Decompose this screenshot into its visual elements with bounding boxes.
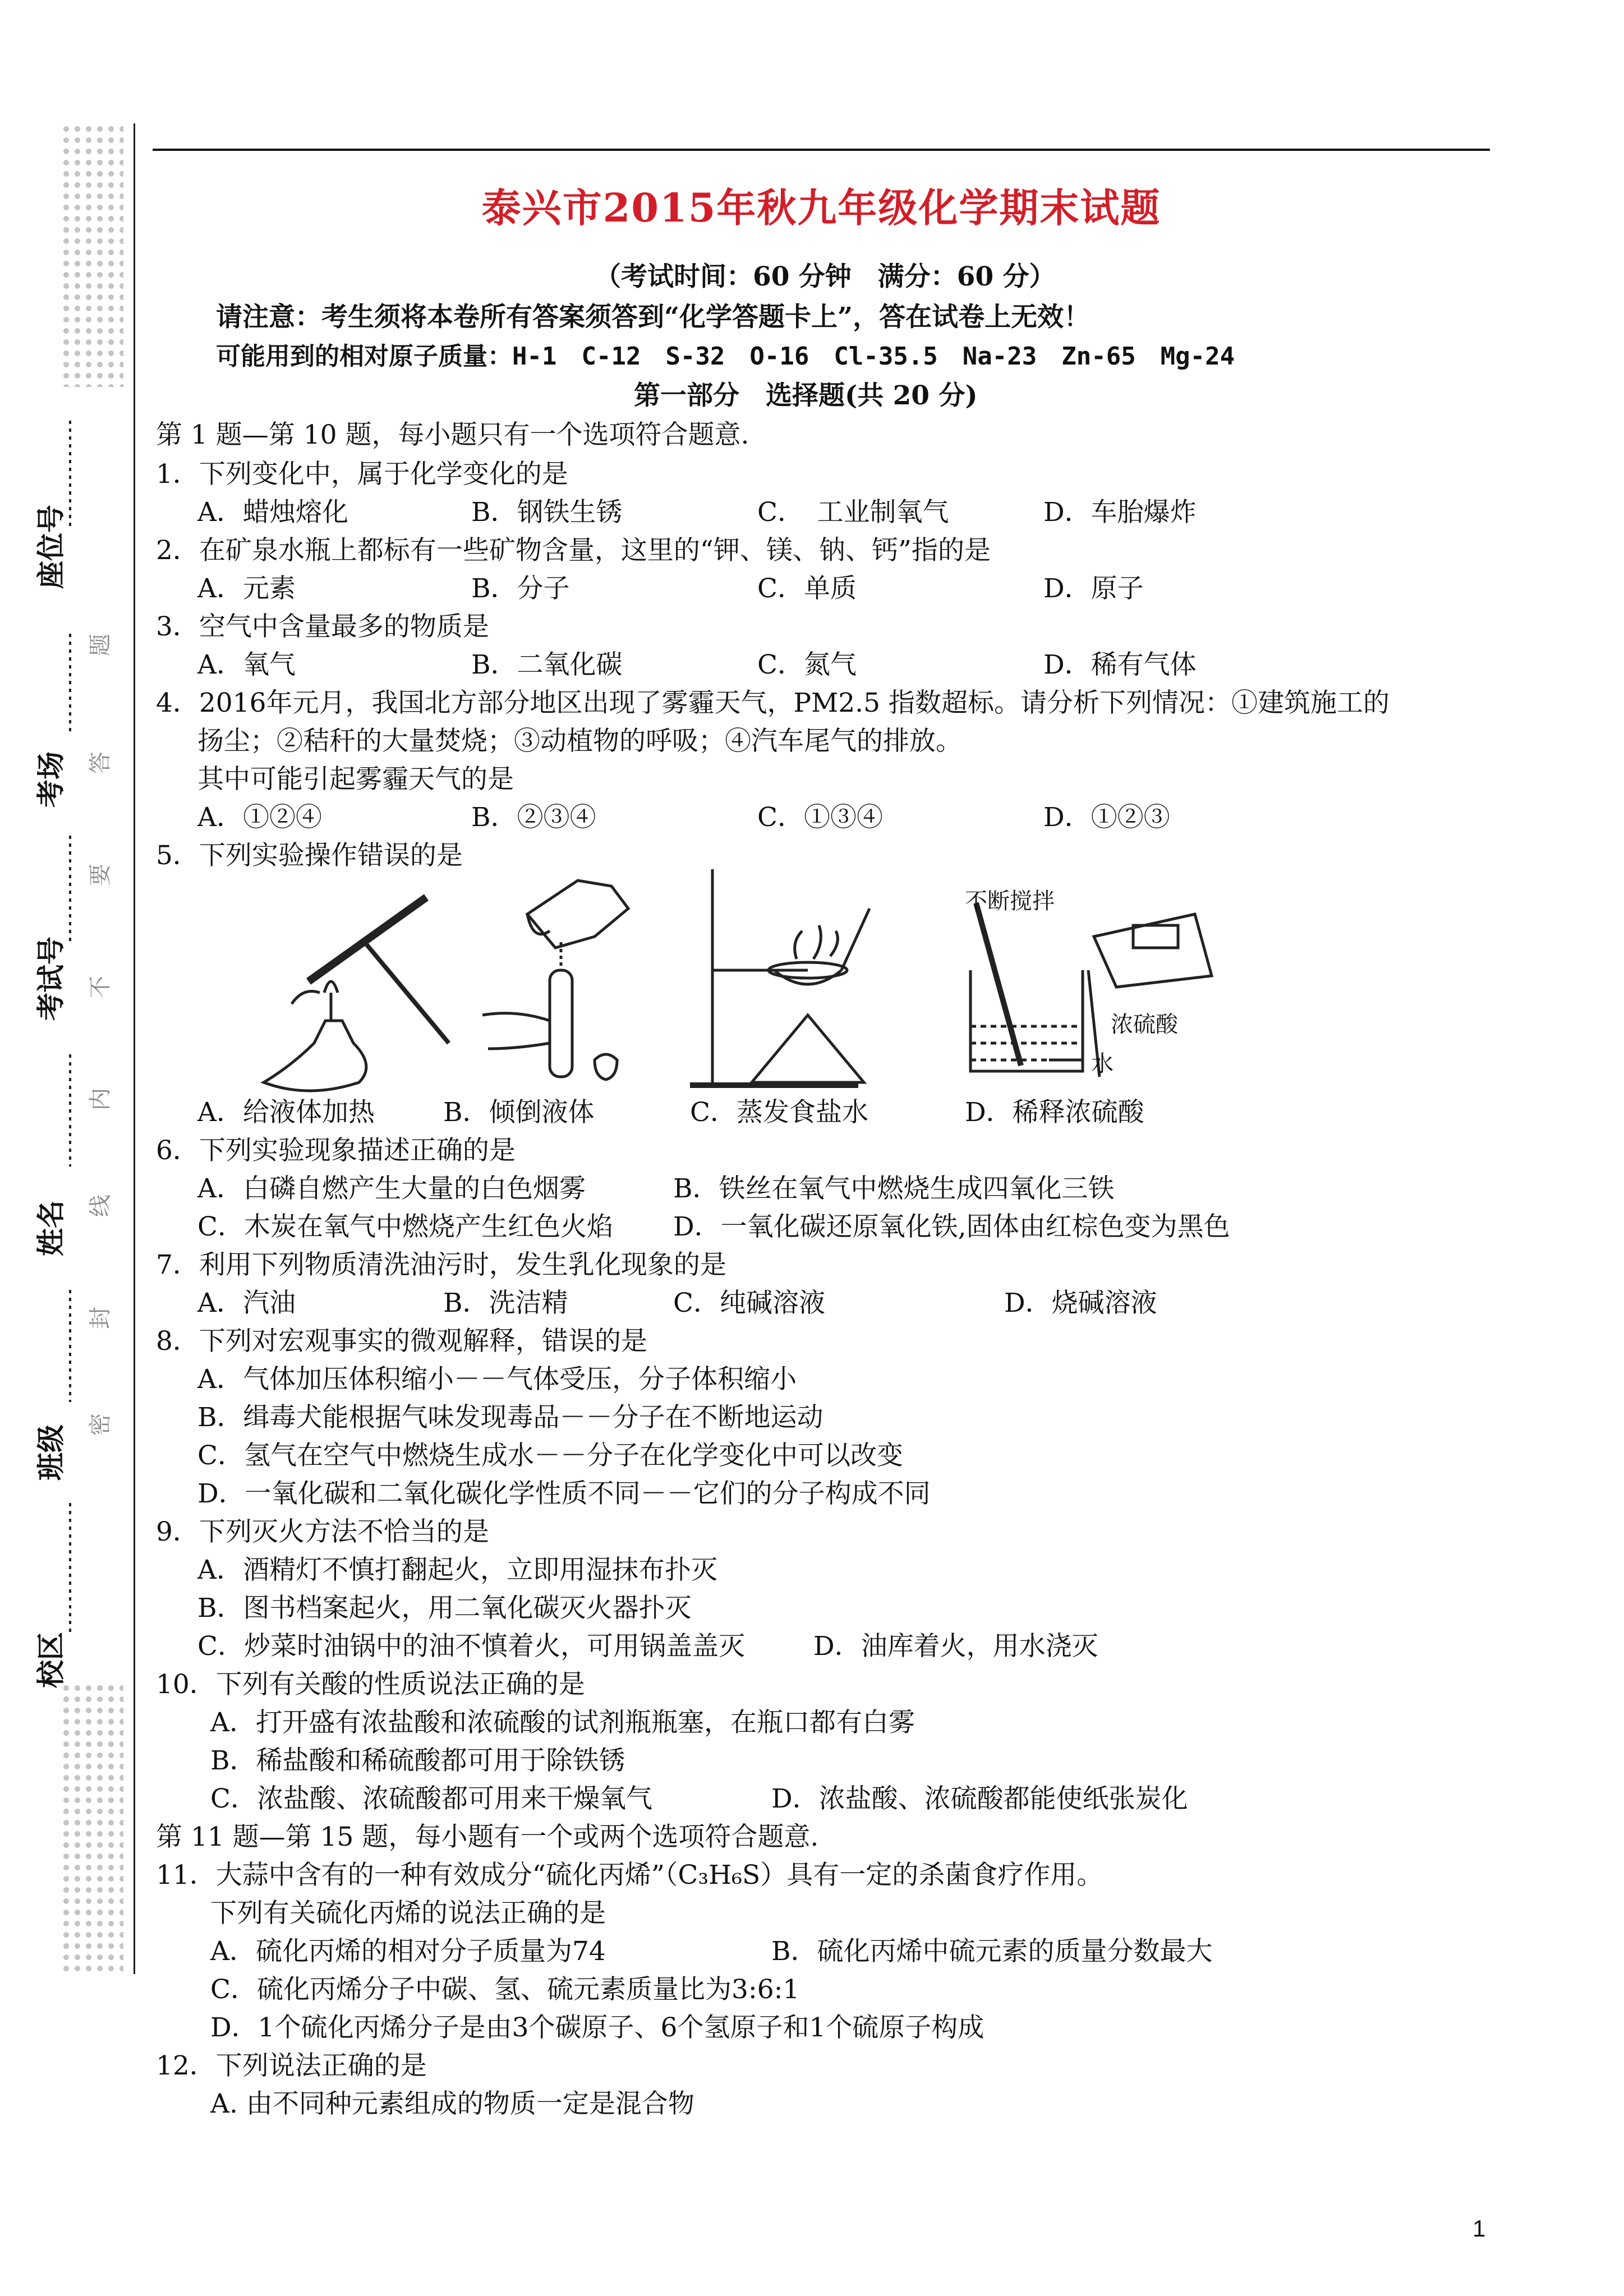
option: C．木炭在氧气中燃烧产生红色火焰 <box>197 1211 613 1242</box>
option: C．氮气 <box>757 649 857 680</box>
label-exam-number: 考试号 <box>35 937 67 1021</box>
option: C．单质 <box>757 573 857 604</box>
figure-evaporating-salt-water <box>684 858 898 1096</box>
question-stem: 5．下列实验操作错误的是 <box>156 840 463 871</box>
option: C．炒菜时油锅中的油不慎着火，可用锅盖盖灭 <box>197 1631 745 1662</box>
question-stem: 6．下列实验现象描述正确的是 <box>156 1135 516 1166</box>
section-instruction: 第 1 题—第 10 题，每小题只有一个选项符合题意. <box>156 419 749 450</box>
option: B．分子 <box>471 573 570 604</box>
seal-word: 内 <box>88 1088 113 1110</box>
question-stem: 12．下列说法正确的是 <box>156 2050 427 2081</box>
question-stem-cont: 下列有关硫化丙烯的说法正确的是 <box>210 1898 606 1929</box>
question-stem: 4．2016年元月，我国北方部分地区出现了雾霾天气，PM2.5 指数超标。请分析下列情况：①建筑施工的 <box>156 688 1390 718</box>
atomic-masses: 可能用到的相对原子质量：H-1 C-12 S-32 O-16 Cl-35.5 Na-23 Zn-65 Mg-24 <box>216 342 1235 371</box>
question-stem: 7．利用下列物质清洗油污时，发生乳化现象的是 <box>156 1250 726 1280</box>
option: B．图书档案起火，用二氧化碳灭火器扑灭 <box>197 1593 692 1624</box>
question-stem: 2．在矿泉水瓶上都标有一些矿物含量，这里的“钾、镁、钠、钙”指的是 <box>156 535 991 566</box>
option: C． 工业制氧气 <box>757 497 949 528</box>
seal-word: 密 <box>88 1413 113 1436</box>
seal-word: 不 <box>88 976 113 998</box>
option: B．钢铁生锈 <box>471 497 623 528</box>
header-rule <box>153 149 1490 151</box>
question-stem: 11．大蒜中含有的一种有效成分“硫化丙烯”（C₃H₆S）具有一定的杀菌食疗作用。 <box>156 1860 1103 1891</box>
label-water: 水 <box>1091 1051 1114 1077</box>
option: C．硫化丙烯分子中碳、氢、硫元素质量比为3:6:1 <box>210 1974 800 2005</box>
label-keep-stirring: 不断搅拌 <box>965 888 1055 914</box>
figure-heating-liquid <box>258 875 460 1090</box>
label-concentrated-acid: 浓硫酸 <box>1111 1012 1178 1038</box>
option: B．②③④ <box>471 802 596 833</box>
option: A．元素 <box>197 573 296 604</box>
option: B．硫化丙烯中硫元素的质量分数最大 <box>771 1936 1213 1967</box>
part1-heading: 第一部分 选择题(共 20 分) <box>634 380 978 411</box>
option: A．氧气 <box>197 649 296 680</box>
option: C．蒸发食盐水 <box>690 1097 868 1128</box>
option: A．硫化丙烯的相对分子质量为74 <box>210 1936 606 1967</box>
option: A．给液体加热 <box>197 1097 375 1128</box>
option: C．①③④ <box>757 802 883 833</box>
option: D．车胎爆炸 <box>1043 497 1197 528</box>
option: A．汽油 <box>197 1288 296 1318</box>
option: D．一氧化碳和二氧化碳化学性质不同－－它们的分子构成不同 <box>197 1478 931 1509</box>
question-stem: 10．下列有关酸的性质说法正确的是 <box>156 1669 585 1700</box>
option: A. 由不同种元素组成的物质一定是混合物 <box>210 2088 694 2119</box>
label-seat: 座位号 <box>35 505 67 589</box>
binding-margin <box>34 381 135 1688</box>
option: B．缉毒犬能根据气味发现毒品－－分子在不断地运动 <box>197 1402 823 1433</box>
option: D．烧碱溶液 <box>1004 1288 1157 1318</box>
question-stem: 3．空气中含量最多的物质是 <box>156 611 489 642</box>
figure-diluting-sulfuric-acid <box>954 888 1245 1085</box>
exam-info: （考试时间：60 分钟 满分：60 分） <box>595 261 1056 292</box>
seal-word: 要 <box>88 864 113 886</box>
seal-word: 答 <box>88 751 113 774</box>
label-class: 班级 <box>35 1424 67 1481</box>
option: B．铁丝在氧气中燃烧生成四氧化三铁 <box>673 1173 1115 1204</box>
option: B．倾倒液体 <box>443 1097 595 1128</box>
question-stem: 9．下列灭火方法不恰当的是 <box>156 1516 489 1547</box>
margin-pattern-top <box>61 123 123 387</box>
figure-pouring-liquid <box>466 869 645 1090</box>
option: A．气体加压体积缩小－－气体受压，分子体积缩小 <box>197 1364 797 1395</box>
option: A．酒精灯不慎打翻起火，立即用湿抹布扑灭 <box>197 1555 717 1585</box>
option: B．洗洁精 <box>443 1288 568 1318</box>
option: B．二氧化碳 <box>471 649 623 680</box>
option: C．纯碱溶液 <box>673 1288 825 1318</box>
option: D．①②③ <box>1043 802 1170 833</box>
option: D．稀有气体 <box>1043 649 1197 680</box>
question-stem-cont: 其中可能引起雾霾天气的是 <box>197 764 514 795</box>
page-number: 1 <box>1473 2215 1486 2242</box>
option: D．油库着火，用水浇灭 <box>813 1631 1098 1662</box>
option: D．浓盐酸、浓硫酸都能使纸张炭化 <box>771 1783 1188 1814</box>
option: B．稀盐酸和稀硫酸都可用于除铁锈 <box>210 1745 625 1776</box>
option: D．一氧化碳还原氧化铁,固体由红棕色变为黑色 <box>673 1211 1230 1242</box>
seal-word: 线 <box>88 1195 113 1217</box>
option: A．打开盛有浓盐酸和浓硫酸的试剂瓶瓶塞，在瓶口都有白雾 <box>210 1707 915 1738</box>
label-name: 姓名 <box>35 1200 67 1256</box>
option: D．原子 <box>1043 573 1144 604</box>
question-stem-cont: 扬尘；②秸秆的大量焚烧；③动植物的呼吸；④汽车尾气的排放。 <box>197 726 962 757</box>
seal-word: 封 <box>88 1307 113 1329</box>
question-stem: 8．下列对宏观事实的微观解释，错误的是 <box>156 1326 647 1357</box>
option: C．浓盐酸、浓硫酸都可用来干燥氧气 <box>210 1783 652 1814</box>
seal-word: 题 <box>88 634 113 656</box>
label-campus: 校区 <box>35 1632 67 1688</box>
section-instruction: 第 11 题—第 15 题，每小题有一个或两个选项符合题意. <box>156 1822 819 1852</box>
option: D．稀释浓硫酸 <box>965 1097 1144 1128</box>
option: A．白磷自燃产生大量的白色烟雾 <box>197 1173 586 1204</box>
notice: 请注意：考生须将本卷所有答案须答到“化学答题卡上”，答在试卷上无效！ <box>216 302 1091 333</box>
option: D．1个硫化丙烯分子是由3个碳原子、6个氢原子和1个硫原子构成 <box>210 2012 984 2043</box>
exam-title: 泰兴市2015年秋九年级化学期末试题 <box>481 185 1161 231</box>
label-exam-room: 考场 <box>35 751 67 808</box>
option: A．①②④ <box>197 802 322 833</box>
question-stem: 1．下列变化中，属于化学变化的是 <box>156 459 568 490</box>
option: C．氢气在空气中燃烧生成水－－分子在化学变化中可以改变 <box>197 1440 903 1471</box>
binding-svg <box>34 381 135 1688</box>
margin-pattern-bottom <box>61 1682 123 1974</box>
option: A．蜡烛熔化 <box>197 497 348 528</box>
